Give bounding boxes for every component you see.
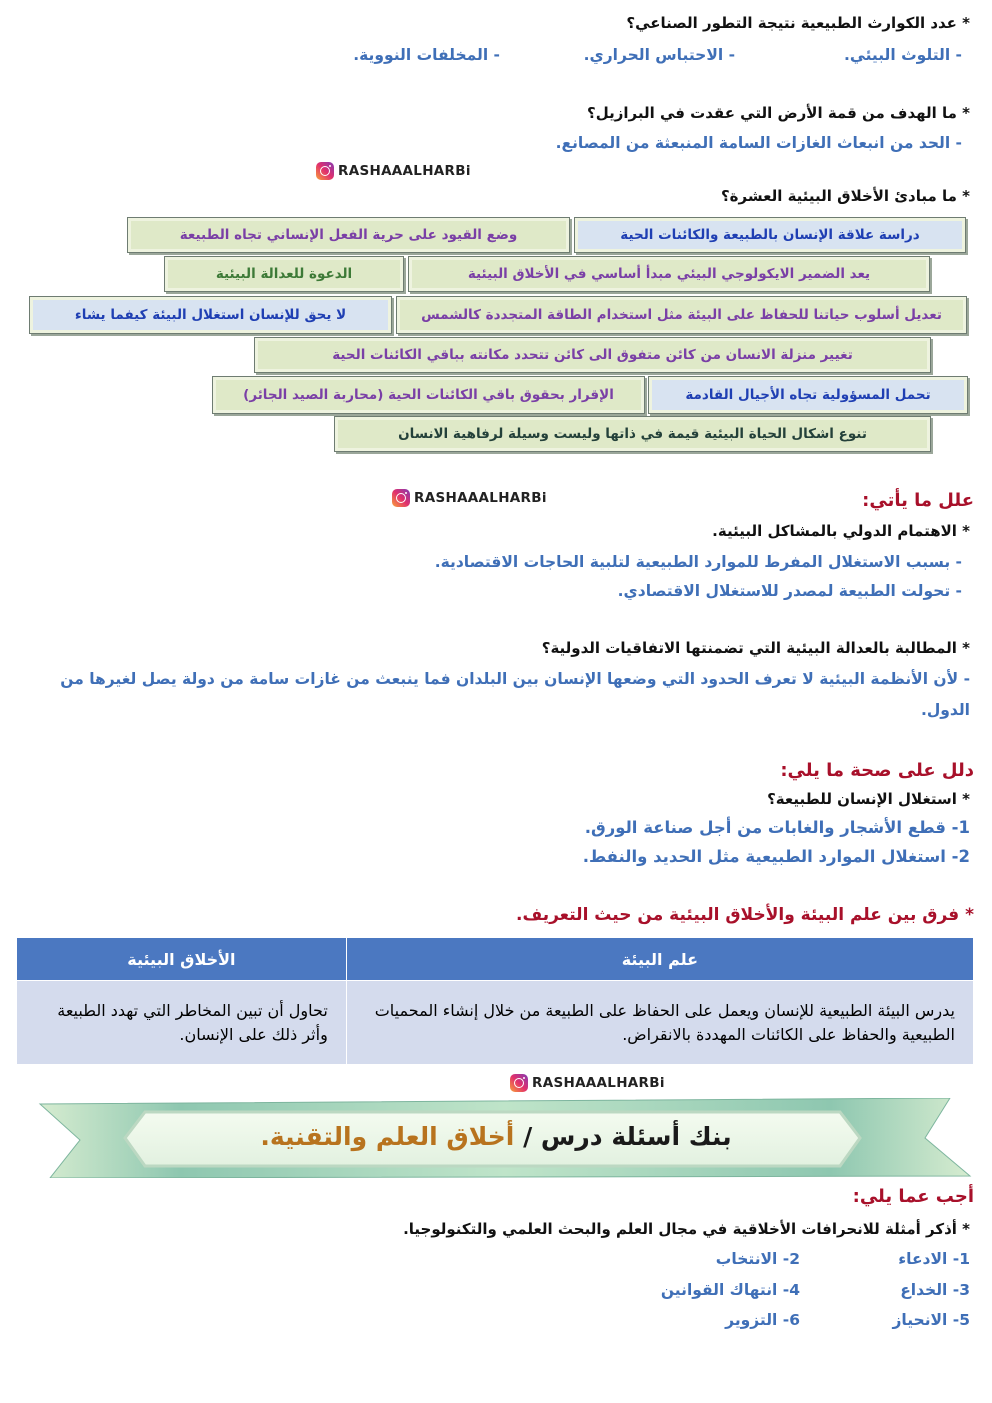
list-item: 1- الادعاء [898, 1250, 970, 1268]
lesson-banner [20, 1098, 972, 1178]
table-header: الأخلاق البيئية [17, 938, 347, 981]
principle-box: تعديل أسلوب حياتنا للحفاظ على البيئة مثل استخدام الطاقة المتجددة كالشمس [396, 296, 967, 334]
list-item: 2- الانتخاب [715, 1250, 800, 1268]
principle-box: دراسة علاقة الإنسان بالطبيعة والكائنات الحية [574, 217, 966, 253]
answer-item: - الاحتباس الحراري. [583, 46, 735, 64]
question-earth-summit: * ما الهدف من قمة الأرض التي عقدت في البرازيل؟ [587, 104, 970, 122]
section-heading: علل ما يأتي: [862, 490, 974, 511]
principle-box: تنوع اشكال الحياة البيئية قيمة في ذاتها وليست وسيلة لرفاهية الانسان [334, 416, 931, 452]
question-text: * الاهتمام الدولي بالمشاكل البيئية. [712, 522, 970, 540]
principle-box: وضع القيود على حرية الفعل الإنساني تجاه الطبيعة [127, 217, 570, 253]
section-heading: أجب عما يلي: [852, 1186, 974, 1207]
table-header: علم البيئة [346, 938, 973, 981]
instagram-icon [392, 489, 410, 507]
principle-box: تغيير منزلة الانسان من كائن متفوق الى كائن تتحدد مكانته بباقي الكائنات الحية [254, 337, 931, 373]
instagram-watermark: RASHAAALHARBi [316, 162, 471, 180]
question-text: * المطالبة بالعدالة البيئية التي تضمنتها الاتفاقيات الدولية؟ [541, 639, 970, 657]
list-item: 5- الانحياز [892, 1311, 970, 1329]
instagram-watermark: RASHAAALHARBi [392, 489, 547, 507]
answer-item: - المخلفات النووية. [353, 46, 500, 64]
answer-text: - بسبب الاستغلال المفرط للموارد الطبيعية لتلبية الحاجات الاقتصادية. [434, 553, 962, 571]
table-cell: تحاول أن تبين المخاطر التي تهدد الطبيعة وأثر ذلك على الإنسان. [17, 981, 347, 1065]
comparison-table [16, 937, 974, 1065]
instagram-icon [510, 1074, 528, 1092]
list-item: 4- انتهاك القوانين [660, 1281, 800, 1299]
principle-box: يعد الضمير الايكولوجي البيئي مبدأ أساسي في الأخلاق البيئية [408, 256, 930, 292]
answer-text: - لأن الأنظمة البيئية لا تعرف الحدود التي وضعها الإنسان بين البلدان فما ينبعث من غازات سامة من دولة يصل لغيرها من [60, 670, 970, 688]
banner-title [20, 1122, 972, 1151]
list-item: 3- الخداع [900, 1281, 970, 1299]
question-text: * استغلال الإنسان للطبيعة؟ [767, 790, 970, 808]
instagram-watermark: RASHAAALHARBi [510, 1074, 665, 1092]
question-text: * أذكر أمثلة للانحرافات الأخلاقية في مجال العلم والبحث العلمي والتكنولوجيا. [403, 1220, 970, 1238]
principle-box: الدعوة للعدالة البيئية [164, 256, 404, 292]
principle-box: الإقرار بحقوق باقي الكائنات الحية (محاربة الصيد الجائر) [212, 376, 645, 414]
banner-lesson-title: أخلاق العلم والتقنية. [260, 1122, 515, 1151]
question-principles: * ما مبادئ الأخلاق البيئية العشرة؟ [720, 187, 970, 205]
table-header-row [17, 938, 974, 981]
section-heading: دلل على صحة ما يلي: [780, 760, 974, 781]
answer-text: الدول. [920, 701, 970, 719]
instagram-icon [316, 162, 334, 180]
banner-prefix: بنك أسئلة درس / [523, 1122, 732, 1151]
table-cell: يدرس البيئة الطبيعية للإنسان ويعمل على الحفاظ على الطبيعة من خلال إنشاء المحميات الطبيعية والحفاظ على الكائنات المهددة بالانقراض. [346, 981, 973, 1065]
table-row [17, 981, 974, 1065]
question-disasters: * عدد الكوارث الطبيعية نتيجة التطور الصناعي؟ [626, 14, 970, 32]
list-item: 6- التزوير [725, 1311, 800, 1329]
answer-text: - تحولت الطبيعة لمصدر للاستغلال الاقتصادي. [617, 582, 962, 600]
answer-text: - الحد من انبعاث الغازات السامة المنبعثة من المصانع. [555, 134, 962, 152]
answer-text: 2- استغلال الموارد الطبيعية مثل الحديد والنفط. [582, 847, 970, 866]
answer-text: 1- قطع الأشجار والغابات من أجل صناعة الورق. [584, 818, 970, 837]
answer-item: - التلوث البيئي. [844, 46, 962, 64]
principle-box: لا يحق للإنسان استغلال البيئة كيفما يشاء [29, 296, 392, 334]
compare-heading: * فرق بين علم البيئة والأخلاق البيئية من حيث التعريف. [515, 905, 974, 925]
principle-box: تحمل المسؤولية تجاه الأجيال القادمة [648, 376, 968, 414]
